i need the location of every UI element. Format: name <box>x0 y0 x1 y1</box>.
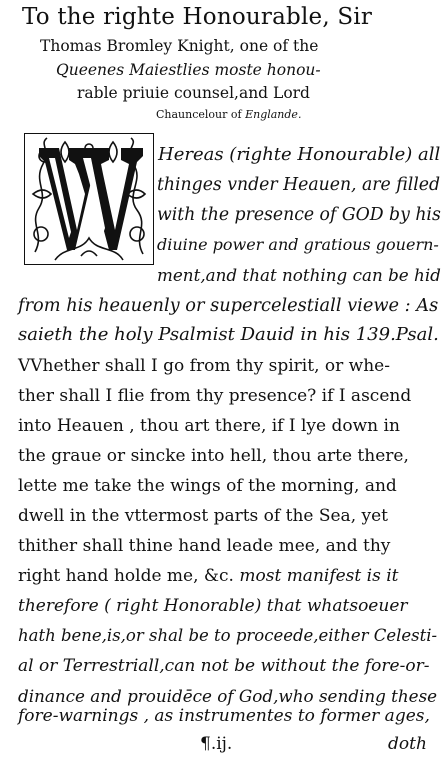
body-line-11: the graue or sincke into hell, thou arte there, <box>18 446 409 466</box>
dedication-title: To the righte Honourable, Sir <box>22 4 373 30</box>
body-line-1: Hereas (righte Honourable) all <box>158 144 441 165</box>
body-line-14: thither shall thine hand leade mee, and thy <box>18 536 391 556</box>
body-line-2: thinges vnder Heauen, are filled <box>157 175 441 195</box>
body-line-12: lette me take the wings of the morning, and <box>18 476 397 496</box>
body-line-16: therefore ( right Honorable) that whatsoeuer <box>18 596 408 616</box>
dedication-council-line: rable priuie counsel,and Lord <box>77 84 310 102</box>
body-line-19: dinance and prouidēce of God,who sending these <box>18 686 438 706</box>
ornamental-initial <box>24 133 154 265</box>
body-line-4: diuine power and gratious gouern- <box>157 235 439 254</box>
body-line-8: VVhether shall I go from thy spirit, or whe- <box>18 356 390 376</box>
body-line-20: fore-warnings , as instrumentes to former ages, <box>18 706 430 726</box>
dedication-office-line: Queenes Maiestlies moste honou- <box>56 61 321 79</box>
body-line-18: al or Terrestriall,can not be without the fore-or- <box>18 656 430 676</box>
england-text: Englande. <box>245 108 302 121</box>
body-line-5: ment,and that nothing can be hid <box>157 265 441 285</box>
dedication-name-line: Thomas Bromley Knight, one of the <box>40 37 319 55</box>
dedication-chancellor-line <box>156 108 301 121</box>
body-line-15-italic: most manifest is it <box>239 566 399 586</box>
signature-mark: ¶.ij. <box>200 734 233 754</box>
body-line-15-roman: right hand holde me, &c. <box>18 566 234 586</box>
body-line-13: dwell in the vttermost parts of the Sea, yet <box>18 506 388 526</box>
body-line-17: hath bene,is,or shal be to proceede,either Celesti- <box>18 626 438 645</box>
body-line-9: ther shall I flie from thy presence? if I ascend <box>18 386 412 406</box>
body-line-7: saieth the holy Psalmist Dauid in his 139.Psal. <box>18 324 439 345</box>
body-line-15 <box>18 566 398 586</box>
body-line-6: from his heauenly or supercelestiall viewe : As <box>18 296 439 316</box>
ornamental-initial-art <box>25 134 153 264</box>
catchword: doth <box>388 734 427 754</box>
chancellor-text: Chauncelour of <box>156 108 246 121</box>
body-line-10: into Heauen , thou art there, if I lye down in <box>18 416 400 436</box>
body-line-3: with the presence of GOD by his <box>157 205 441 225</box>
